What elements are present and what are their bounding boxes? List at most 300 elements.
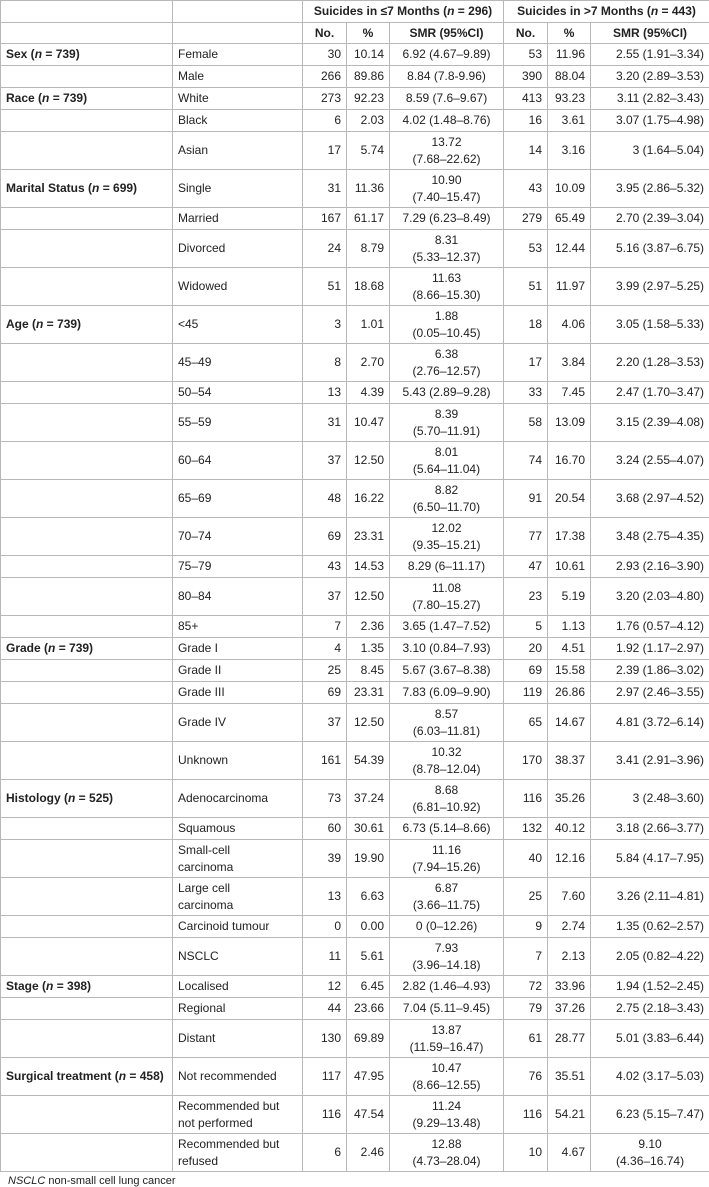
percent-cell-gt7: 33.96 — [548, 976, 591, 998]
level-label: Grade IV — [178, 715, 226, 729]
category-count: = 525) — [75, 791, 113, 805]
level-label-cont: not performed — [178, 1116, 253, 1130]
percent-cell-le7: 10.47 — [347, 404, 390, 442]
smr-cell-gt7 — [591, 88, 709, 110]
level-label: 80–84 — [178, 589, 211, 603]
level-cell — [173, 638, 303, 660]
level-cell — [173, 704, 303, 742]
smr-value: 3.05 (1.58–5.33) — [616, 317, 704, 331]
category-n-symbol: n — [119, 1069, 126, 1083]
smr-cell-gt7 — [591, 878, 709, 916]
count-cell-gt7: 76 — [504, 1058, 548, 1096]
count-cell-le7: 31 — [303, 170, 347, 208]
level-label: Carcinoid tumour — [178, 919, 269, 933]
header-row-columns — [1, 23, 709, 44]
table-row — [1, 742, 709, 780]
count-cell-gt7: 132 — [504, 818, 548, 840]
count-cell-gt7: 5 — [504, 616, 548, 638]
smr-value: 3.07 (1.75–4.98) — [616, 113, 704, 127]
category-cell — [1, 306, 173, 344]
percent-cell-le7: 5.61 — [347, 938, 390, 976]
count-cell-le7: 117 — [303, 1058, 347, 1096]
smr-cell-gt7 — [591, 518, 709, 556]
smr-cell-le7 — [390, 682, 504, 704]
smr-cell-gt7 — [591, 704, 709, 742]
level-cell — [173, 480, 303, 518]
count-cell-gt7: 43 — [504, 170, 548, 208]
table-row — [1, 998, 709, 1020]
count-cell-le7: 44 — [303, 998, 347, 1020]
percent-cell-gt7: 65.49 — [548, 208, 591, 230]
level-cell — [173, 660, 303, 682]
level-label: Single — [178, 181, 211, 195]
percent-cell-gt7: 20.54 — [548, 480, 591, 518]
level-label: Not recommended — [178, 1069, 277, 1083]
level-cell — [173, 616, 303, 638]
category-n-symbol: n — [42, 91, 49, 105]
count-cell-gt7: 14 — [504, 132, 548, 170]
table-row — [1, 480, 709, 518]
count-cell-gt7: 390 — [504, 66, 548, 88]
level-cell — [173, 1096, 303, 1134]
count-cell-gt7: 413 — [504, 88, 548, 110]
count-cell-le7: 60 — [303, 818, 347, 840]
category-cell — [1, 976, 173, 998]
count-cell-gt7: 69 — [504, 660, 548, 682]
smr-cell-le7 — [390, 170, 504, 208]
percent-cell-le7: 89.86 — [347, 66, 390, 88]
level-label: Unknown — [178, 753, 228, 767]
smr-value: 6.73 (5.14–8.66) — [402, 821, 490, 835]
category-label: Histology ( — [6, 791, 68, 805]
smr-cell-gt7 — [591, 998, 709, 1020]
count-cell-gt7: 20 — [504, 638, 548, 660]
percent-cell-gt7: 4.67 — [548, 1134, 591, 1172]
col-header-no: No. — [504, 23, 548, 44]
category-count: = 398) — [53, 979, 91, 993]
category-label: Stage ( — [6, 979, 46, 993]
smr-value: 3 (2.48–3.60) — [633, 791, 704, 805]
category-cell — [1, 916, 173, 938]
level-cell — [173, 306, 303, 344]
smr-cell-le7 — [390, 998, 504, 1020]
category-count: = 739) — [42, 47, 80, 61]
category-cell — [1, 938, 173, 976]
smr-cell-le7 — [390, 704, 504, 742]
smr-ci: (7.80–15.27) — [412, 598, 480, 612]
smr-cell-le7 — [390, 1020, 504, 1058]
level-label: 50–54 — [178, 385, 211, 399]
count-cell-le7: 73 — [303, 780, 347, 818]
count-cell-le7: 130 — [303, 1020, 347, 1058]
count-cell-gt7: 74 — [504, 442, 548, 480]
smr-cell-gt7 — [591, 938, 709, 976]
smr-value: 3.68 (2.97–4.52) — [616, 491, 704, 505]
category-cell — [1, 840, 173, 878]
header-blank — [173, 1, 303, 23]
smr-cell-gt7 — [591, 616, 709, 638]
table-row — [1, 44, 709, 66]
smr-cell-gt7 — [591, 976, 709, 998]
smr-cell-le7 — [390, 976, 504, 998]
percent-cell-gt7: 3.61 — [548, 110, 591, 132]
table-row — [1, 1020, 709, 1058]
category-n-symbol: n — [35, 47, 42, 61]
category-cell — [1, 170, 173, 208]
smr-value: 8.82 — [435, 483, 458, 497]
header-blank — [1, 1, 173, 23]
smr-cell-gt7 — [591, 682, 709, 704]
percent-cell-gt7: 10.61 — [548, 556, 591, 578]
percent-cell-gt7: 35.51 — [548, 1058, 591, 1096]
count-cell-gt7: 25 — [504, 878, 548, 916]
level-label: Small-cell — [178, 843, 230, 857]
level-label: 60–64 — [178, 453, 211, 467]
count-cell-le7: 8 — [303, 344, 347, 382]
smr-value: 9.10 — [638, 1137, 661, 1151]
count-cell-gt7: 116 — [504, 1096, 548, 1134]
percent-cell-le7: 19.90 — [347, 840, 390, 878]
smr-value: 1.94 (1.52–2.45) — [616, 979, 704, 993]
percent-cell-gt7: 3.16 — [548, 132, 591, 170]
smr-cell-gt7 — [591, 1134, 709, 1172]
percent-cell-le7: 23.66 — [347, 998, 390, 1020]
count-cell-gt7: 18 — [504, 306, 548, 344]
smr-value: 5.84 (4.17–7.95) — [616, 851, 704, 865]
smr-value: 2.39 (1.86–3.02) — [616, 663, 704, 677]
count-cell-le7: 37 — [303, 442, 347, 480]
level-label: Distant — [178, 1031, 215, 1045]
percent-cell-gt7: 40.12 — [548, 818, 591, 840]
level-label: Widowed — [178, 279, 227, 293]
smr-value: 2.20 (1.28–3.53) — [616, 355, 704, 369]
level-label: Large cell — [178, 881, 230, 895]
smr-value: 8.31 — [435, 233, 458, 247]
percent-cell-le7: 69.89 — [347, 1020, 390, 1058]
category-cell — [1, 44, 173, 66]
smr-cell-le7 — [390, 208, 504, 230]
level-cell — [173, 1134, 303, 1172]
smr-cell-le7 — [390, 916, 504, 938]
table-row — [1, 66, 709, 88]
count-cell-le7: 37 — [303, 704, 347, 742]
percent-cell-le7: 54.39 — [347, 742, 390, 780]
smr-value: 1.35 (0.62–2.57) — [616, 919, 704, 933]
smr-ci: (0.05–10.45) — [412, 326, 480, 340]
table-row — [1, 616, 709, 638]
category-cell — [1, 1096, 173, 1134]
level-label: Regional — [178, 1001, 225, 1015]
percent-cell-le7: 92.23 — [347, 88, 390, 110]
table-row — [1, 170, 709, 208]
level-cell — [173, 818, 303, 840]
level-cell — [173, 66, 303, 88]
smr-value: 11.24 — [432, 1099, 461, 1113]
count-cell-gt7: 77 — [504, 518, 548, 556]
smr-cell-le7 — [390, 780, 504, 818]
count-cell-gt7: 53 — [504, 230, 548, 268]
smr-cell-gt7 — [591, 170, 709, 208]
percent-cell-le7: 8.79 — [347, 230, 390, 268]
count-cell-le7: 7 — [303, 616, 347, 638]
percent-cell-le7: 12.50 — [347, 704, 390, 742]
category-n-symbol: n — [48, 641, 55, 655]
smr-ci: (6.81–10.92) — [412, 800, 480, 814]
percent-cell-le7: 8.45 — [347, 660, 390, 682]
smr-cell-gt7 — [591, 208, 709, 230]
header-blank — [173, 23, 303, 44]
percent-cell-le7: 11.36 — [347, 170, 390, 208]
smr-value: 5.67 (3.67–8.38) — [402, 663, 490, 677]
smr-value: 4.02 (3.17–5.03) — [616, 1069, 704, 1083]
level-label: 55–59 — [178, 415, 211, 429]
table-row — [1, 344, 709, 382]
count-cell-le7: 13 — [303, 878, 347, 916]
footnote-text: non-small cell lung cancer — [45, 1175, 175, 1187]
smr-cell-le7 — [390, 268, 504, 306]
category-cell — [1, 742, 173, 780]
count-cell-le7: 13 — [303, 382, 347, 404]
percent-cell-gt7: 4.06 — [548, 306, 591, 344]
percent-cell-gt7: 10.09 — [548, 170, 591, 208]
category-cell — [1, 682, 173, 704]
percent-cell-le7: 1.35 — [347, 638, 390, 660]
count-cell-le7: 6 — [303, 110, 347, 132]
table-row — [1, 638, 709, 660]
category-cell — [1, 578, 173, 616]
level-cell — [173, 110, 303, 132]
smr-value: 3.26 (2.11–4.81) — [617, 889, 704, 903]
smr-cell-le7 — [390, 306, 504, 344]
percent-cell-le7: 47.95 — [347, 1058, 390, 1096]
category-cell — [1, 780, 173, 818]
level-label: Grade II — [178, 663, 221, 677]
smr-cell-le7 — [390, 638, 504, 660]
smr-ci: (7.40–15.47) — [412, 190, 480, 204]
smr-value: 8.39 — [435, 407, 458, 421]
category-cell — [1, 110, 173, 132]
category-cell — [1, 132, 173, 170]
smr-cell-gt7 — [591, 556, 709, 578]
level-label: <45 — [178, 317, 198, 331]
smr-cell-le7 — [390, 878, 504, 916]
level-cell — [173, 1058, 303, 1096]
smr-cell-gt7 — [591, 442, 709, 480]
percent-cell-le7: 5.74 — [347, 132, 390, 170]
percent-cell-gt7: 35.26 — [548, 780, 591, 818]
table-row — [1, 1096, 709, 1134]
percent-cell-gt7: 11.96 — [548, 44, 591, 66]
smr-value: 2.55 (1.91–3.34) — [616, 47, 704, 61]
count-cell-le7: 0 — [303, 916, 347, 938]
smr-value: 3.20 (2.89–3.53) — [616, 69, 704, 83]
count-cell-le7: 25 — [303, 660, 347, 682]
percent-cell-le7: 37.24 — [347, 780, 390, 818]
smr-value: 8.59 (7.6–9.67) — [406, 91, 487, 105]
count-cell-gt7: 79 — [504, 998, 548, 1020]
smr-value: 2.82 (1.46–4.93) — [402, 979, 490, 993]
smr-value: 3.95 (2.86–5.32) — [616, 181, 704, 195]
count-cell-gt7: 33 — [504, 382, 548, 404]
smr-cell-le7 — [390, 480, 504, 518]
footnote-abbr: NSCLC — [8, 1175, 45, 1187]
smr-cell-gt7 — [591, 780, 709, 818]
table-row — [1, 916, 709, 938]
smr-value: 12.02 — [432, 521, 462, 535]
smr-value: 2.70 (2.39–3.04) — [616, 211, 704, 225]
percent-cell-gt7: 4.51 — [548, 638, 591, 660]
percent-cell-gt7: 14.67 — [548, 704, 591, 742]
table-row — [1, 1134, 709, 1172]
smr-cell-le7 — [390, 66, 504, 88]
level-label: Female — [178, 47, 218, 61]
level-cell — [173, 998, 303, 1020]
smr-value: 11.08 — [432, 581, 461, 595]
level-cell — [173, 682, 303, 704]
percent-cell-le7: 14.53 — [347, 556, 390, 578]
level-label: Recommended but — [178, 1137, 279, 1151]
count-cell-gt7: 170 — [504, 742, 548, 780]
col-header-smr: SMR (95%CI) — [591, 23, 709, 44]
smr-ci: (5.64–11.04) — [413, 462, 480, 476]
count-cell-le7: 37 — [303, 578, 347, 616]
table-row — [1, 556, 709, 578]
category-count: = 739) — [43, 317, 81, 331]
percent-cell-gt7: 26.86 — [548, 682, 591, 704]
header-blank — [1, 23, 173, 44]
count-cell-gt7: 17 — [504, 344, 548, 382]
table-row — [1, 1058, 709, 1096]
category-n-symbol: n — [68, 791, 75, 805]
table-row — [1, 404, 709, 442]
percent-cell-gt7: 2.13 — [548, 938, 591, 976]
col-header-smr: SMR (95%CI) — [390, 23, 504, 44]
smr-ci: (3.66–11.75) — [413, 898, 480, 912]
percent-cell-gt7: 12.44 — [548, 230, 591, 268]
table-row — [1, 840, 709, 878]
category-label: Grade ( — [6, 641, 48, 655]
percent-cell-gt7: 7.60 — [548, 878, 591, 916]
category-cell — [1, 230, 173, 268]
smr-value: 13.72 — [432, 135, 462, 149]
header-row-groups — [1, 1, 709, 23]
count-cell-gt7: 61 — [504, 1020, 548, 1058]
table-row — [1, 132, 709, 170]
percent-cell-le7: 10.14 — [347, 44, 390, 66]
level-cell — [173, 916, 303, 938]
level-cell — [173, 170, 303, 208]
category-cell — [1, 998, 173, 1020]
count-cell-le7: 11 — [303, 938, 347, 976]
table-row — [1, 878, 709, 916]
level-cell — [173, 268, 303, 306]
level-label: Black — [178, 113, 207, 127]
level-cell — [173, 442, 303, 480]
percent-cell-gt7: 1.13 — [548, 616, 591, 638]
level-cell — [173, 556, 303, 578]
smr-cell-gt7 — [591, 1020, 709, 1058]
count-cell-le7: 39 — [303, 840, 347, 878]
smr-cell-le7 — [390, 556, 504, 578]
group-header-gt7: Suicides in >7 Months (n = 443) — [504, 1, 709, 23]
smr-cell-le7 — [390, 616, 504, 638]
group-header-le7: Suicides in ≤7 Months (n = 296) — [303, 1, 504, 23]
smr-value: 3.24 (2.55–4.07) — [616, 453, 704, 467]
level-cell — [173, 230, 303, 268]
smr-ci: (3.96–14.18) — [412, 958, 480, 972]
smr-cell-le7 — [390, 404, 504, 442]
level-label: 45–49 — [178, 355, 211, 369]
count-cell-le7: 4 — [303, 638, 347, 660]
smr-value: 7.83 (6.09–9.90) — [402, 685, 490, 699]
col-header-pct: % — [347, 23, 390, 44]
smr-cell-le7 — [390, 938, 504, 976]
smr-cell-le7 — [390, 742, 504, 780]
percent-cell-gt7: 13.09 — [548, 404, 591, 442]
percent-cell-le7: 12.50 — [347, 442, 390, 480]
level-label: Male — [178, 69, 204, 83]
level-label: Squamous — [178, 821, 235, 835]
count-cell-gt7: 72 — [504, 976, 548, 998]
count-cell-le7: 43 — [303, 556, 347, 578]
percent-cell-le7: 0.00 — [347, 916, 390, 938]
smr-value: 1.92 (1.17–2.97) — [616, 641, 704, 655]
category-count: = 739) — [49, 91, 87, 105]
smr-ci: (4.36–16.74) — [616, 1154, 684, 1168]
percent-cell-gt7: 2.74 — [548, 916, 591, 938]
category-cell — [1, 616, 173, 638]
category-cell — [1, 1020, 173, 1058]
count-cell-le7: 12 — [303, 976, 347, 998]
percent-cell-gt7: 54.21 — [548, 1096, 591, 1134]
smr-value: 4.02 (1.48–8.76) — [402, 113, 490, 127]
percent-cell-le7: 23.31 — [347, 682, 390, 704]
percent-cell-gt7: 88.04 — [548, 66, 591, 88]
table-row — [1, 442, 709, 480]
level-cell — [173, 208, 303, 230]
level-label: Asian — [178, 143, 208, 157]
smr-value: 2.05 (0.82–4.22) — [616, 949, 704, 963]
category-cell — [1, 704, 173, 742]
level-cell — [173, 780, 303, 818]
smr-value: 5.43 (2.89–9.28) — [402, 385, 490, 399]
category-cell — [1, 556, 173, 578]
category-cell — [1, 442, 173, 480]
smr-cell-gt7 — [591, 230, 709, 268]
category-count: = 739) — [55, 641, 93, 655]
smr-value: 1.88 — [435, 309, 458, 323]
smr-value: 3.10 (0.84–7.93) — [402, 641, 490, 655]
level-label: White — [178, 91, 209, 105]
category-n-symbol: n — [36, 317, 43, 331]
percent-cell-le7: 2.46 — [347, 1134, 390, 1172]
smr-value: 13.87 — [432, 1023, 462, 1037]
smr-ci: (5.70–11.91) — [413, 424, 480, 438]
smr-value: 11.16 — [432, 843, 461, 857]
smr-cell-le7 — [390, 818, 504, 840]
count-cell-gt7: 53 — [504, 44, 548, 66]
smr-cell-gt7 — [591, 818, 709, 840]
level-cell — [173, 976, 303, 998]
level-label: Married — [178, 211, 219, 225]
table-row — [1, 230, 709, 268]
smr-value: 2.97 (2.46–3.55) — [616, 685, 704, 699]
category-count: = 699) — [99, 181, 137, 195]
smr-cell-gt7 — [591, 742, 709, 780]
percent-cell-gt7: 7.45 — [548, 382, 591, 404]
smr-cell-le7 — [390, 442, 504, 480]
category-cell — [1, 88, 173, 110]
